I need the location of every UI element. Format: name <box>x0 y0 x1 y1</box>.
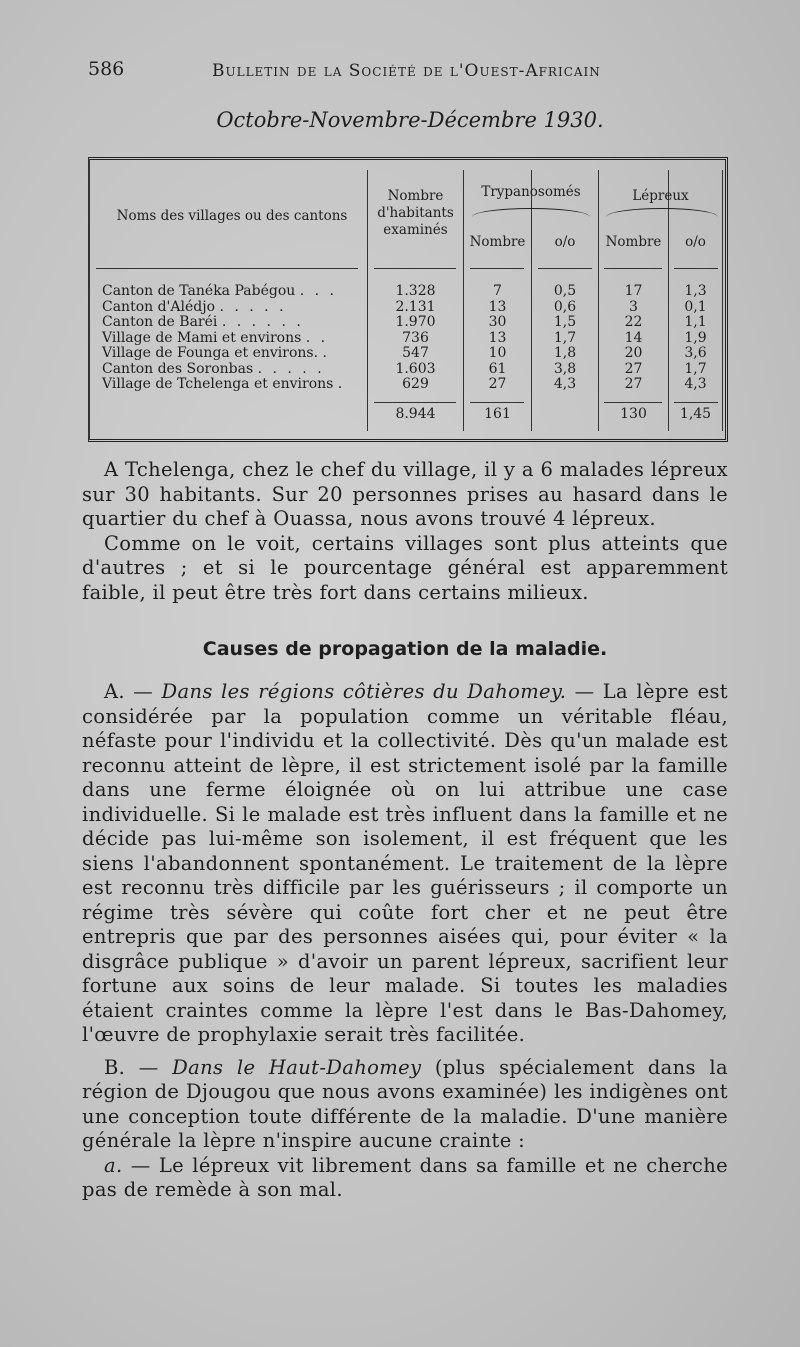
period-title <box>0 108 800 132</box>
table-row-name <box>102 315 345 331</box>
cell-lep-count: 20 <box>624 345 643 361</box>
cell-tryp-percent: 1,7 <box>553 329 577 346</box>
cell-tryp-count: 13 <box>488 298 507 315</box>
inhabitants-column <box>368 284 463 393</box>
cell-lep-count: 3 <box>629 298 638 315</box>
header-rule <box>538 268 592 269</box>
cell-inhabitants: 629 <box>402 376 429 392</box>
paragraph-sub-a-lead: a. <box>104 1153 123 1177</box>
running-head: Bulletin de la Société de l'Ouest-Africain <box>212 61 601 81</box>
cell-lep-percent: 1,7 <box>684 360 707 377</box>
table-row-name <box>102 284 345 300</box>
causes-paragraphs <box>82 680 728 1203</box>
cell-inhabitants: 736 <box>402 329 429 346</box>
header-lep-number: Nombre <box>605 234 662 250</box>
paragraph-b-title: Dans le Haut-Dahomey <box>172 1055 422 1079</box>
cell-tryp-count: 10 <box>488 345 507 361</box>
paragraph-b-lead: B. — <box>104 1055 173 1079</box>
total-inhabitants: 8.944 <box>395 406 436 422</box>
page-header <box>88 58 728 90</box>
header-rule <box>470 268 524 269</box>
header-rule <box>374 268 456 269</box>
header-inhabitants-line: Nombre <box>387 188 444 204</box>
row-dots: . <box>337 376 346 392</box>
cell-lep-count: 27 <box>624 376 643 392</box>
total-lep-count: 130 <box>620 406 647 422</box>
cell-tryp-percent: 1,8 <box>553 345 577 361</box>
cell-inhabitants: 547 <box>402 345 429 361</box>
paragraph-b-body: (plus spécialement dans la région de Djougou que nous avons examinée) les indigènes ont une conception toute différente de la maladie. D'une manière générale la lèpre n'inspire aucune crainte : <box>82 1055 728 1152</box>
total-rule <box>374 402 456 403</box>
cell-lep-percent: 1,9 <box>684 329 707 346</box>
total-rule <box>470 402 524 403</box>
lep-count-column <box>599 284 668 393</box>
header-inhabitants <box>368 188 463 239</box>
header-lepers: Lépreux <box>632 188 689 204</box>
table-row-name <box>102 300 345 316</box>
cell-lep-percent: 1,3 <box>684 283 707 299</box>
cell-lep-count: 22 <box>624 314 643 330</box>
table-row-name <box>102 346 345 362</box>
section-heading <box>0 638 800 660</box>
cell-lep-percent: 3,6 <box>684 345 707 361</box>
paragraph-sub-a <box>82 1154 728 1203</box>
header-rule <box>674 268 718 269</box>
row-name: Village de Mami et environs <box>102 329 302 346</box>
tryp-count-column <box>464 284 531 393</box>
period-title-text: Octobre-Novembre-Décembre 1930. <box>216 108 604 132</box>
cell-tryp-percent: 0,6 <box>553 298 577 315</box>
section-heading-text: Causes de propagation de la maladie. <box>202 638 608 660</box>
cell-lep-percent: 1,1 <box>684 314 707 330</box>
tryp-percent-column <box>532 284 598 393</box>
cell-inhabitants: 2.131 <box>395 298 436 315</box>
header-brace <box>606 208 718 217</box>
row-name: Village de Tchelenga et environs <box>102 376 334 392</box>
total-rule <box>604 402 662 403</box>
paragraph-comme: Comme on le voit, certains villages sont plus atteints que d'autres ; et si le pourcentage général est apparemment faible, il peut être très fort dans certains milieux. <box>82 531 728 604</box>
cell-tryp-count: 27 <box>488 376 507 392</box>
row-name: Canton de Baréi <box>102 314 218 330</box>
row-name: Canton des Soronbas <box>102 360 254 377</box>
cell-lep-percent: 0,1 <box>684 298 707 315</box>
cell-lep-percent: 4,3 <box>684 376 707 392</box>
header-rule <box>96 268 358 269</box>
column-rule <box>722 170 723 431</box>
cell-tryp-percent: 4,3 <box>553 376 577 392</box>
header-tryp-percent: o/o <box>554 234 576 250</box>
row-name: Village de Founga et environs. <box>102 345 319 361</box>
cell-tryp-count: 61 <box>488 360 507 377</box>
header-lep-percent: o/o <box>685 234 706 250</box>
row-dots: . . . <box>299 283 337 299</box>
header-rule <box>604 268 662 269</box>
row-dots: . . . . . <box>219 298 287 315</box>
cell-lep-count: 17 <box>624 283 643 299</box>
paragraph-a-body: — La lèpre est considérée par la population comme un véritable fléau, néfaste pour l'individu et la collectivité. Dès qu'un malade est reconnu atteint de lèpre, il est strictement isolé par la famille dans une ferme éloignée où on lui attribue une case individuelle. Si le malade est très influent dans la famille et ne décide pas lui-même son isolement, il est fréquent que les siens l'abandonnent spontanément. Le traitement de la lèpre est reconnu très difficile par les guérisseurs ; il comporte un régime très sévère qui coûte fort cher et ne peut être entrepris que par des personnes aisées qui, pour éviter « la disgrâce publique » d'avoir un parent lépreux, sacrifient leur fortune aux soins de leur malade. Si toutes les maladies étaient craintes comme la lèpre l'est dans le Bas-Dahomey, l'œuvre de prophylaxie serait très facilitée. <box>82 680 728 1046</box>
total-lep-percent: 1,45 <box>679 406 712 422</box>
header-tryp-number: Nombre <box>469 234 526 250</box>
intro-paragraphs <box>82 458 728 605</box>
statistics-table <box>88 157 728 442</box>
cell-lep-count: 14 <box>624 329 643 346</box>
cell-tryp-percent: 0,5 <box>553 283 577 299</box>
table-row-name <box>102 331 345 347</box>
paragraph-b <box>82 1056 728 1154</box>
row-dots: . . . . . <box>257 360 325 377</box>
header-inhabitants-line: examinés <box>383 222 448 238</box>
paragraph-a <box>82 680 728 1048</box>
header-names: Noms des villages ou des cantons <box>116 208 348 224</box>
cell-tryp-percent: 1,5 <box>553 314 577 330</box>
page-number: 586 <box>88 58 125 80</box>
cell-inhabitants: 1.328 <box>395 283 436 299</box>
header-trypanosomes: Trypanosomés <box>481 184 581 200</box>
row-dots: . . <box>305 329 329 346</box>
header-brace <box>472 208 590 217</box>
row-dots: . <box>322 345 330 361</box>
row-name: Canton d'Alédjo <box>102 298 216 315</box>
cell-lep-count: 27 <box>624 360 643 377</box>
row-name: Canton de Tanéka Pabégou <box>102 283 296 299</box>
row-dots: . . . . . . <box>221 314 304 330</box>
table-row-name <box>102 362 345 378</box>
names-column <box>102 284 345 393</box>
cell-inhabitants: 1.970 <box>395 314 436 330</box>
cell-inhabitants: 1.603 <box>395 360 436 377</box>
cell-tryp-count: 13 <box>488 329 507 346</box>
paragraph-a-title: Dans les régions côtières du Dahomey. <box>161 680 567 703</box>
paragraph-sub-a-body: — Le lépreux vit librement dans sa famille et ne cherche pas de remède à son mal. <box>82 1153 728 1201</box>
cell-tryp-count: 7 <box>493 283 502 299</box>
cell-tryp-percent: 3,8 <box>553 360 577 377</box>
header-inhabitants-line: d'habitants <box>377 205 454 221</box>
paragraph-tchelenga: A Tchelenga, chez le chef du village, il y a 6 malades lépreux sur 30 habitants. Sur 20 personnes prises au hasard dans le quartier du chef à Ouassa, nous avons trouvé 4 lépreux. <box>82 458 728 530</box>
total-rule <box>674 402 718 403</box>
table-row-name <box>102 377 345 393</box>
cell-tryp-count: 30 <box>488 314 507 330</box>
lep-percent-column <box>669 284 722 393</box>
total-tryp-count: 161 <box>484 406 511 422</box>
paragraph-a-lead: A. — <box>104 680 162 703</box>
